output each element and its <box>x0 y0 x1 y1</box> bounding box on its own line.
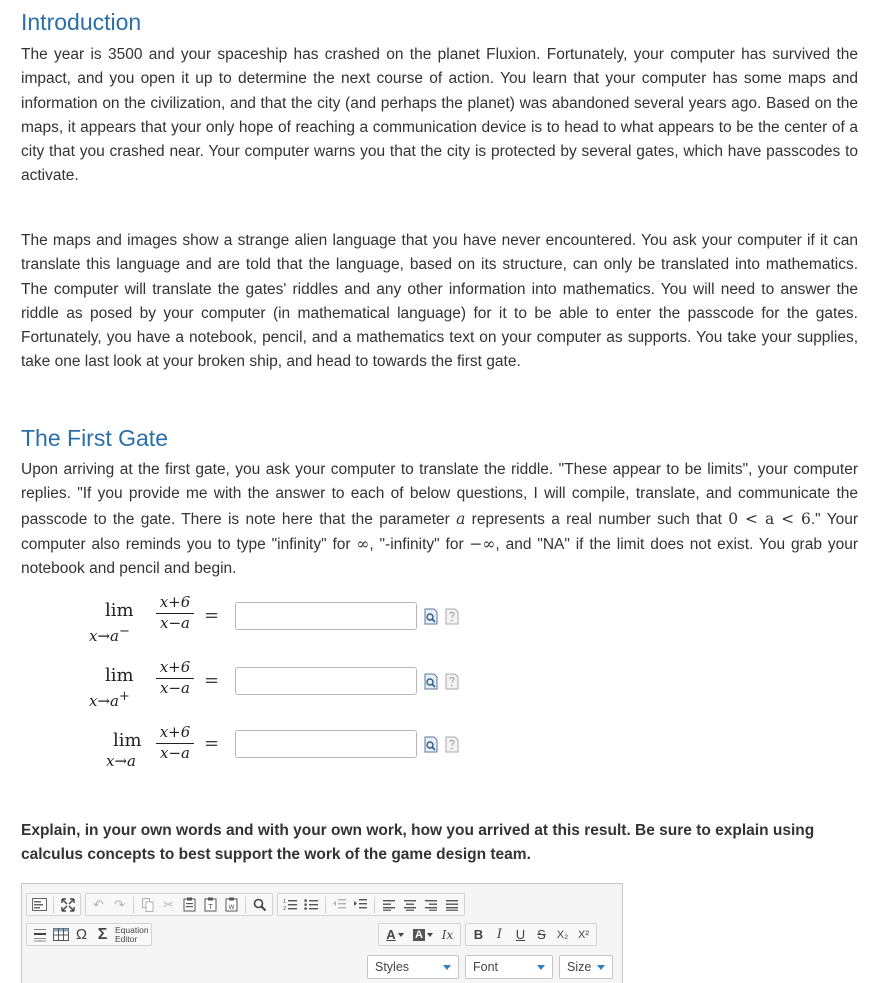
inequality: 0 < a < 6 <box>728 509 811 528</box>
special-char-icon[interactable]: Ω <box>75 926 88 943</box>
toolbar-row-3 <box>367 955 619 979</box>
answer-input-two-sided-limit[interactable] <box>235 730 417 758</box>
limit-fraction: x+6 x−a <box>150 659 200 697</box>
align-right-icon[interactable] <box>421 895 440 914</box>
styles-dropdown[interactable]: Styles <box>367 955 459 979</box>
paste-icon[interactable] <box>180 895 199 914</box>
toolbar-group-lists <box>277 893 465 916</box>
lim-text: lim <box>105 665 134 686</box>
infinity-symbol: ∞ <box>356 534 370 553</box>
toolbar-group-view <box>26 893 81 916</box>
font-dropdown[interactable]: Font <box>465 955 553 979</box>
explain-prompt: Explain, in your own words and with your own work, how you arrived at this result. Be sure to explain using calculus concepts to best support the work of the game design team. <box>21 822 815 864</box>
subscript-icon[interactable]: X₂ <box>556 928 569 941</box>
equals-sign: = <box>204 733 220 754</box>
limit-row-two-sided <box>0 718 877 778</box>
sigma-icon[interactable]: Σ <box>97 925 108 943</box>
italic-icon[interactable]: I <box>496 927 503 942</box>
answer-input-left-limit[interactable] <box>235 602 417 630</box>
table-icon[interactable] <box>51 925 70 944</box>
undo-icon[interactable]: ↶ <box>93 896 104 912</box>
svg-text:2: 2 <box>283 906 287 911</box>
intro-paragraph-1: The year is 3500 and your spaceship has crashed on the planet Fluxion. Fortunately, your computer has survived the impact, and you open it up to determine the next course of action. You learn that your computer has some maps and information on the civilization, and that the city (and perhaps the planet) was abandoned several years ago. Based on the maps, it appears that your only hope of reaching a communication device is to head to what appears to be the center of a city that you crashed near. Your computer warns you that the city is protected by several gates, which have passcodes to activate. <box>21 46 858 185</box>
align-justify-icon[interactable] <box>442 895 461 914</box>
redo-icon[interactable]: ↷ <box>114 896 125 912</box>
underline-icon[interactable]: U <box>515 927 526 942</box>
help-icon[interactable] <box>445 673 459 690</box>
chevron-down-icon <box>443 965 451 970</box>
lim-approach: x→a+ <box>89 689 130 710</box>
toolbar-row-2-right <box>378 923 601 946</box>
bold-icon[interactable]: B <box>473 927 484 942</box>
chevron-down-icon <box>537 965 545 970</box>
lim-approach: x→a− <box>89 624 130 645</box>
limit-fraction: x+6 x−a <box>150 724 200 762</box>
svg-text:T: T <box>208 903 213 911</box>
chevron-down-icon <box>597 965 605 970</box>
toolbar-group-insert <box>26 923 152 946</box>
equals-sign: = <box>204 670 220 691</box>
help-icon[interactable] <box>445 736 459 753</box>
find-icon[interactable] <box>250 895 269 914</box>
preview-icon[interactable] <box>424 608 438 625</box>
copy-icon[interactable] <box>138 895 157 914</box>
intro-paragraph-2: The maps and images show a strange alien language that you have never encountered. You ask your computer if it can translate this language and are told that the language, based on its structure, can only be translated into mathematics. The computer will translate the gates' riddles and any other information into mathematics. You will need to answer the riddle as posed by your computer (in mathematical language) for it to be able to enter the passcode for the gates. Fortunately, you have a notebook, pencil, and a mathematics text on your computer as supports. You take your supplies, take one last look at your broken ship, and head to towards the first gate. <box>21 232 858 371</box>
toolbar-row-2 <box>26 923 156 946</box>
align-left-icon[interactable] <box>379 895 398 914</box>
outdent-icon[interactable] <box>330 895 349 914</box>
help-icon[interactable] <box>445 608 459 625</box>
intro-heading: Introduction <box>21 9 142 35</box>
indent-icon[interactable] <box>351 895 370 914</box>
toolbar-group-clipboard <box>85 893 273 916</box>
svg-text:1: 1 <box>283 899 287 905</box>
limit-row-left <box>0 590 877 650</box>
size-dropdown[interactable]: Size <box>559 955 613 979</box>
limit-row-right <box>0 655 877 715</box>
limit-fraction: x+6 x−a <box>150 594 200 632</box>
numbered-list-icon[interactable] <box>281 895 300 914</box>
rich-text-editor <box>21 883 623 983</box>
bulleted-list-icon[interactable] <box>302 895 321 914</box>
strikethrough-icon[interactable]: S <box>537 927 546 942</box>
maximize-icon[interactable] <box>58 895 77 914</box>
remove-format-icon[interactable]: Ix <box>441 927 454 942</box>
equals-sign: = <box>204 605 220 626</box>
toolbar-group-colors <box>378 923 461 946</box>
horizontal-rule-icon[interactable] <box>30 925 49 944</box>
gate-paragraph: Upon arriving at the first gate, you ask your computer to translate the riddle. "These appear to be limits", your computer replies. "If you provide me with the answer to each of below questions, I will compile, translate, and communicate the passcode to the gate. There is note here that the parameter a represents a real number such that 0 < a < 6." Your computer also reminds you to type "infinity" for ∞, "-infinity" for −∞, and "NA" if the limit does not exist. You grab your notebook and pencil and begin. <box>21 461 859 578</box>
preview-icon[interactable] <box>424 673 438 690</box>
neg-infinity-symbol: −∞ <box>469 534 496 553</box>
paste-word-icon[interactable] <box>222 895 241 914</box>
parameter-a: a <box>456 509 466 528</box>
text-color-icon[interactable]: A <box>382 925 408 944</box>
lim-approach: x→a <box>106 752 136 770</box>
equation-editor-button[interactable]: Equation Editor <box>115 924 149 944</box>
gate-heading: The First Gate <box>21 425 168 451</box>
preview-icon[interactable] <box>424 736 438 753</box>
source-icon[interactable] <box>30 895 49 914</box>
cut-icon[interactable]: ✂ <box>163 896 174 912</box>
lim-text: lim <box>113 730 142 751</box>
superscript-icon[interactable]: X² <box>578 928 589 941</box>
lim-text: lim <box>105 600 134 621</box>
svg-text:W: W <box>228 904 235 911</box>
toolbar-row-1 <box>26 893 469 916</box>
toolbar-group-basic-styles <box>465 923 597 946</box>
align-center-icon[interactable] <box>400 895 419 914</box>
answer-input-right-limit[interactable] <box>235 667 417 695</box>
paste-text-icon[interactable] <box>201 895 220 914</box>
bg-color-icon[interactable]: A <box>410 925 436 944</box>
